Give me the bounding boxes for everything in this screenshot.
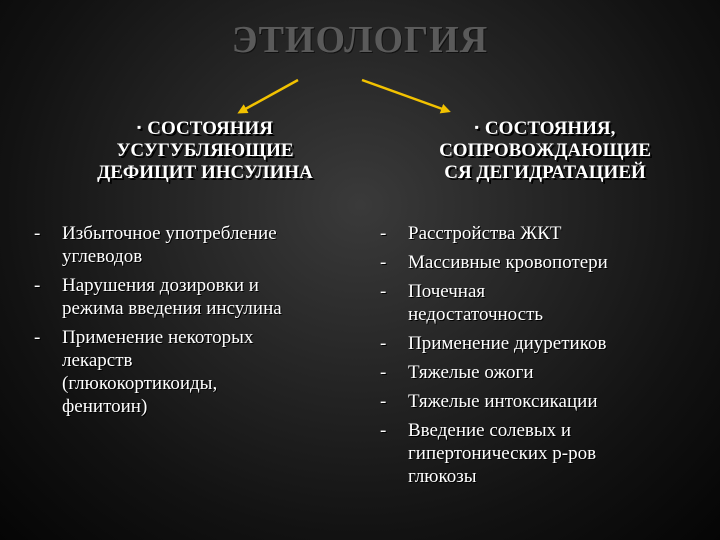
list-item: - Применение диуретиков (380, 333, 607, 354)
list-item: - Введение солевых и гипертонических р-ров глюкозы (380, 420, 597, 487)
right-arrow (362, 80, 448, 111)
list-item: - Расстройства ЖКТ (380, 223, 562, 244)
list-item: - Тяжелые ожоги (380, 362, 534, 383)
bullet-icon: ▪ (474, 120, 479, 134)
list-item: - Тяжелые интоксикации (380, 391, 598, 412)
left-heading: ▪ СОСТОЯНИЯ УСУГУБЛЯЮЩИЕ ДЕФИЦИТ ИНСУЛИНА (97, 118, 313, 183)
left-list (30, 222, 350, 424)
right-list (376, 222, 706, 494)
list-item: - Массивные кровопотери (380, 252, 608, 273)
list-item: - Применение некоторых лекарств (глюкокортикоиды, фенитоин) (34, 327, 254, 417)
list-item: - Избыточное употребление углеводов (34, 223, 277, 267)
list-item: - Почечная недостаточность (380, 281, 544, 325)
bullet-icon: ▪ (137, 120, 142, 134)
list-item: - Нарушения дозировки и режима введения инсулина (34, 275, 282, 319)
slide-title: ЭТИОЛОГИЯ (231, 19, 489, 61)
left-arrow (240, 80, 298, 112)
right-heading: ▪ СОСТОЯНИЯ, СОПРОВОЖДАЮЩИЕ СЯ ДЕГИДРАТАЦИЕЙ (439, 118, 651, 183)
